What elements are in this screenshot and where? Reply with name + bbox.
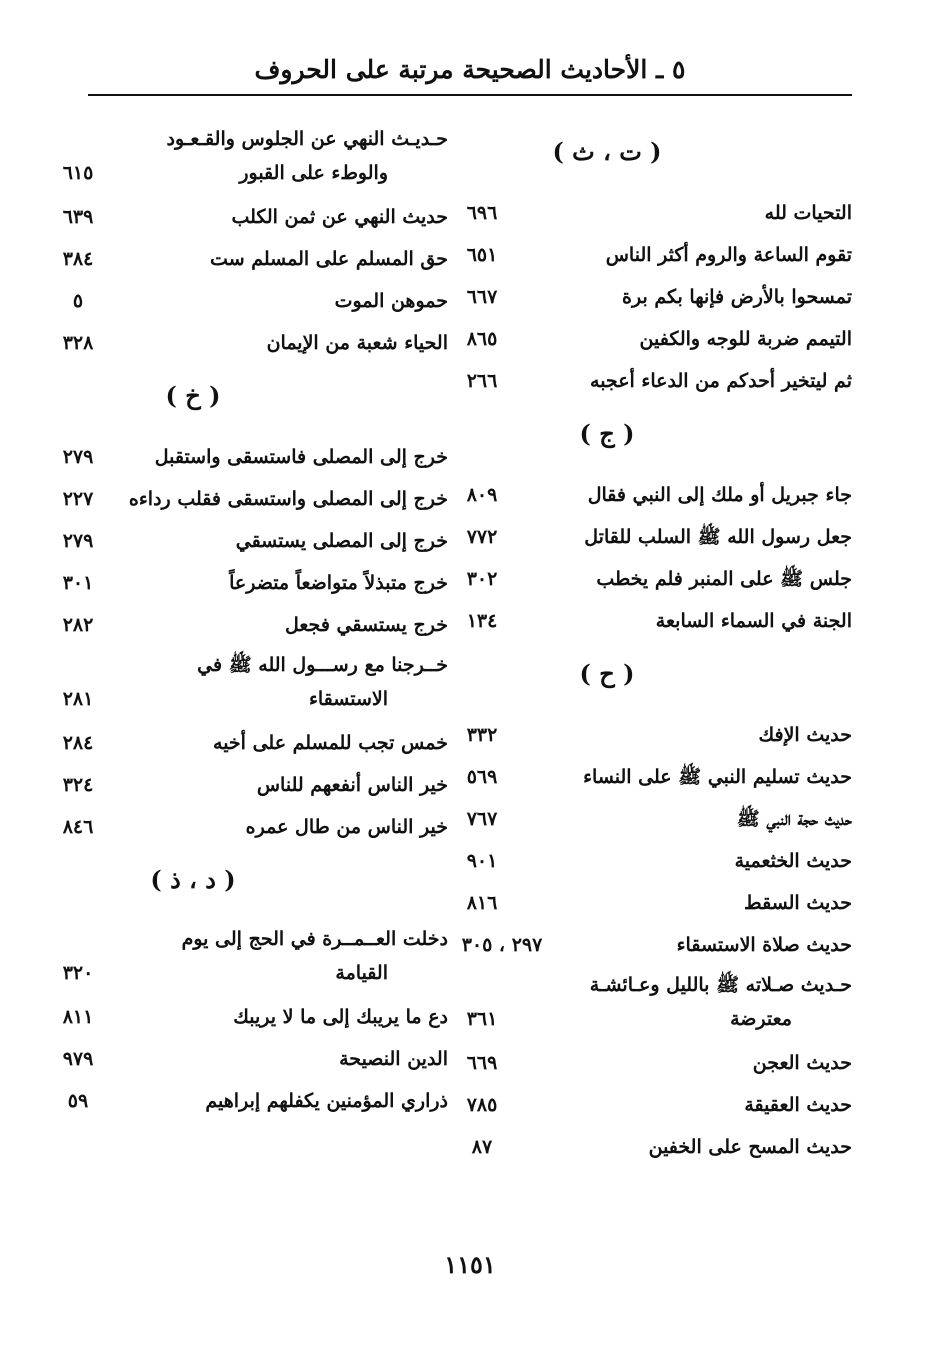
index-column-left	[48, 120, 448, 1122]
entry-text: ثم ليتخير أحدكم من الدعاء أعجبه	[590, 370, 852, 392]
index-entry	[452, 966, 852, 1042]
section-heading: ( د ، ذ )	[150, 865, 236, 894]
index-entry	[48, 436, 448, 478]
index-entry	[452, 474, 852, 516]
index-entry	[452, 1042, 852, 1084]
entry-page: ٦٩٦	[466, 202, 498, 224]
entry-text: خرج متبذلاً متواضعاً متضرعاً	[229, 572, 448, 594]
entry-text: حديث حجة النبي ﷺ	[736, 808, 852, 830]
entry-text: دخلت العــمــرة في الحج إلى يوم	[181, 928, 448, 950]
index-entry	[48, 764, 448, 806]
entry-text: الجنة في السماء السابعة	[655, 610, 852, 632]
entry-page: ٨١١	[62, 1006, 94, 1028]
index-entry	[452, 798, 852, 840]
entry-text: حـديـث النهي عن الجلوس والقـعـود	[166, 128, 448, 150]
entry-page: ٢٧٩	[62, 530, 94, 552]
index-entry	[452, 882, 852, 924]
entry-page: ٧٧٢	[466, 526, 498, 548]
entry-text: خرج إلى المصلى واستسقى فقلب رداءه	[128, 488, 448, 510]
entry-text: حديث العقيقة	[744, 1094, 852, 1116]
entry-page: ٢٨٤	[62, 732, 94, 754]
index-entry	[48, 120, 448, 196]
index-entry	[48, 1038, 448, 1080]
index-entry	[48, 806, 448, 848]
entry-page: ٦٣٩	[62, 206, 94, 228]
entry-page: ٣٢٠	[62, 962, 94, 984]
entry-page: ٦٦٩	[466, 1052, 498, 1074]
entry-page: ١٣٤	[466, 610, 498, 632]
entry-text: التيمم ضربة للوجه والكفين	[639, 328, 852, 350]
entry-text: خــرجنا مع رســـول الله ﷺ في	[197, 654, 448, 676]
entry-text: خمس تجب للمسلم على أخيه	[213, 732, 448, 754]
section-heading: ( ح )	[579, 659, 635, 688]
entry-text: حديث السقط	[744, 892, 852, 914]
running-header	[88, 46, 852, 96]
index-entry	[452, 234, 852, 276]
index-entry	[48, 478, 448, 520]
entry-page: ٢٦٦	[466, 370, 498, 392]
index-entry	[452, 558, 852, 600]
section-heading: ( ت ، ث )	[552, 137, 662, 166]
entry-page: ٦٦٧	[466, 286, 498, 308]
index-entry	[452, 516, 852, 558]
entry-page: ٣٠٢	[466, 568, 498, 590]
entry-text: حديث صلاة الاستسقاء	[676, 934, 852, 956]
entry-text: الدين النصيحة	[339, 1048, 448, 1070]
entry-page: ٣٣٢	[466, 724, 498, 746]
index-entry	[452, 192, 852, 234]
index-entry	[452, 318, 852, 360]
index-entry	[48, 520, 448, 562]
index-entry	[452, 1084, 852, 1126]
entry-text: ذراري المؤمنين يكفلهم إبراهيم	[205, 1090, 448, 1112]
entry-page: ٥	[72, 290, 84, 312]
entry-text-continued: والوطء على القبور	[239, 162, 388, 184]
entry-page: ٨١٦	[466, 892, 498, 914]
index-entry	[48, 322, 448, 364]
index-entry	[48, 722, 448, 764]
index-entry	[48, 562, 448, 604]
index-entry	[452, 924, 852, 966]
entry-text: التحيات لله	[764, 202, 852, 224]
index-column-right	[452, 120, 852, 1168]
entry-text: حديث الإفك	[758, 724, 852, 746]
entry-page: ٨٧	[471, 1136, 493, 1158]
index-entry	[48, 604, 448, 646]
entry-page: ٩٠١	[466, 850, 498, 872]
entry-page: ٨٠٩	[466, 484, 498, 506]
section-heading: ( خ )	[165, 381, 221, 410]
entry-page: ٢٨٢	[62, 614, 94, 636]
index-entry	[452, 1126, 852, 1168]
entry-text: خير الناس من طال عمره	[245, 816, 448, 838]
entry-text: حـديث صـلاته ﷺ بالليل وعـائشـة	[589, 974, 852, 996]
index-entry	[452, 714, 852, 756]
page-number: ١١٥١	[444, 1250, 496, 1279]
entry-page: ٧٦٧	[466, 808, 498, 830]
index-entry	[48, 238, 448, 280]
index-entry	[48, 280, 448, 322]
index-entry	[452, 360, 852, 402]
index-entry	[48, 996, 448, 1038]
entry-page: ٣٢٤	[62, 774, 94, 796]
entry-page: ٥٩	[67, 1090, 89, 1112]
index-entry	[48, 1080, 448, 1122]
entry-text: حديث تسليم النبي ﷺ على النساء	[583, 766, 852, 788]
index-entry	[48, 920, 448, 996]
index-entry	[48, 646, 448, 722]
entry-page: ٣٦١	[466, 1008, 498, 1030]
entry-text-continued: الاستسقاء	[308, 688, 388, 710]
index-entry	[452, 840, 852, 882]
index-entry	[452, 600, 852, 642]
entry-page: ٣٠١	[62, 572, 94, 594]
section-heading: ( ج )	[579, 419, 635, 448]
entry-page: ٦٥١	[466, 244, 498, 266]
entry-page: ٢٢٧	[62, 488, 94, 510]
header-title: ٥ ـ الأحاديث الصحيحة مرتبة على الحروف	[254, 55, 686, 84]
entry-text: خرج يستسقي فجعل	[285, 614, 448, 636]
entry-page: ٣٢٨	[62, 332, 94, 354]
entry-text: دع ما يريبك إلى ما لا يريبك	[233, 1006, 448, 1028]
entry-text: حديث الخثعمية	[734, 850, 852, 872]
entry-text-continued: القيامة	[335, 962, 388, 984]
entry-page: ٥٦٩	[466, 766, 498, 788]
entry-text: حق المسلم على المسلم ست	[210, 248, 448, 270]
entry-text: خرج إلى المصلى فاستسقى واستقبل	[154, 446, 448, 468]
entry-text: تمسحوا بالأرض فإنها بكم برة	[622, 286, 852, 308]
entry-page: ٩٧٩	[62, 1048, 94, 1070]
entry-page: ٧٨٥	[466, 1094, 498, 1116]
entry-text: جاء جبريل أو ملك إلى النبي فقال	[587, 484, 852, 506]
entry-page: ٢٧٩	[62, 446, 94, 468]
entry-text: تقوم الساعة والروم أكثر الناس	[605, 244, 852, 266]
index-entry	[452, 276, 852, 318]
entry-text: حموهن الموت	[334, 290, 448, 312]
entry-page: ٢٩٧ ، ٣٠٥	[461, 934, 543, 956]
entry-text-continued: معترضة	[730, 1008, 792, 1030]
entry-page: ٢٨١	[62, 688, 94, 710]
entry-text: جلس ﷺ على المنبر فلم يخطب	[596, 568, 852, 590]
entry-page: ٣٨٤	[62, 248, 94, 270]
index-entry	[48, 196, 448, 238]
index-entry	[452, 756, 852, 798]
entry-page: ٨٦٥	[466, 328, 498, 350]
entry-text: جعل رسول الله ﷺ السلب للقاتل	[584, 526, 852, 548]
entry-text: الحياء شعبة من الإيمان	[266, 332, 448, 354]
entry-text: حديث العجن	[752, 1052, 852, 1074]
entry-page: ٨٤٦	[62, 816, 94, 838]
entry-text: حديث النهي عن ثمن الكلب	[231, 206, 448, 228]
entry-text: خرج إلى المصلى يستسقي	[235, 530, 448, 552]
entry-page: ٦١٥	[62, 162, 94, 184]
entry-text: حديث المسح على الخفين	[648, 1136, 852, 1158]
entry-text: خير الناس أنفعهم للناس	[256, 774, 448, 796]
